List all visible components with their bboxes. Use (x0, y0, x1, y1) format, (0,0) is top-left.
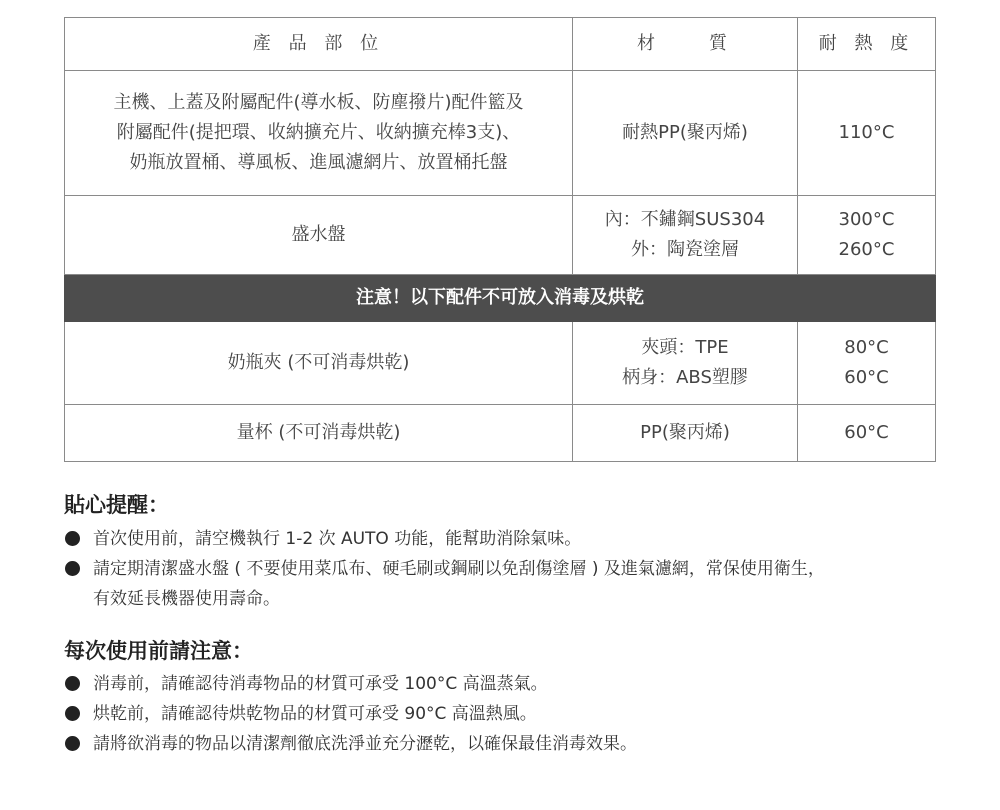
list-item (64, 524, 964, 554)
bullet-dot-icon (65, 561, 80, 576)
part-text: 主機、上蓋及附屬配件(導水板、防塵撥片)配件籃及 (113, 92, 524, 113)
list-item-text: 消毒前，請確認待消毒物品的材質可承受 100°C 高溫蒸氣。 (93, 674, 548, 694)
material-cell (573, 71, 798, 196)
heat-text: 60°C (844, 367, 889, 388)
tips-list (64, 524, 964, 614)
heat-text: 300°C (838, 209, 895, 230)
heat-text: 260°C (838, 239, 895, 260)
list-item (64, 699, 964, 729)
material-spec-table (64, 17, 936, 462)
list-item-continuation (64, 584, 964, 614)
material-text: PP(聚丙烯) (640, 422, 730, 443)
list-item (64, 729, 964, 759)
bullet-dot-icon (65, 736, 80, 751)
table-row (65, 322, 936, 405)
table-row (65, 405, 936, 462)
part-cell (65, 71, 573, 196)
table-header-row (65, 18, 936, 71)
heat-text: 80°C (844, 337, 889, 358)
notice-list (64, 669, 964, 759)
tips-heading: 貼心提醒： (64, 493, 169, 517)
bullet-dot-icon (65, 706, 80, 721)
part-cell (65, 405, 573, 462)
part-text: 附屬配件(提把環、收納擴充片、收納擴充棒3支)、 (116, 122, 521, 143)
table-row (65, 196, 936, 275)
heat-cell (798, 196, 936, 275)
heat-cell (798, 405, 936, 462)
material-text: 耐熱PP(聚丙烯) (622, 122, 748, 143)
part-text: 量杯 (不可消毒烘乾) (236, 422, 401, 443)
list-item-text: 請將欲消毒的物品以清潔劑徹底洗淨並充分瀝乾，以確保最佳消毒效果。 (93, 734, 637, 754)
list-item-text: 有效延長機器使用壽命。 (93, 589, 280, 609)
material-cell (573, 196, 798, 275)
list-item (64, 554, 964, 584)
header-material: 材 質 (573, 18, 798, 71)
list-item (64, 669, 964, 699)
list-item-text: 首次使用前，請空機執行 1-2 次 AUTO 功能，能幫助消除氣味。 (93, 529, 582, 549)
part-cell (65, 322, 573, 405)
material-text: 外：陶瓷塗層 (631, 239, 739, 260)
heat-text: 60°C (844, 422, 889, 443)
material-cell (573, 322, 798, 405)
table-row (65, 71, 936, 196)
list-item-text: 烘乾前，請確認待烘乾物品的材質可承受 90°C 高溫熱風。 (93, 704, 537, 724)
bullet-dot-icon (65, 676, 80, 691)
material-text: 夾頭：TPE (641, 337, 729, 358)
bullet-dot-icon (65, 531, 80, 546)
warning-band (65, 275, 936, 322)
heat-cell (798, 322, 936, 405)
part-text: 盛水盤 (291, 224, 346, 245)
list-item-text: 請定期清潔盛水盤 ( 不要使用菜瓜布、硬毛刷或鋼刷以免刮傷塗層 ) 及進氣濾網，常保使用衛生， (93, 559, 825, 579)
heat-cell (798, 71, 936, 196)
notice-heading: 每次使用前請注意： (64, 639, 253, 663)
heat-text: 110°C (838, 122, 895, 143)
material-cell (573, 405, 798, 462)
material-text: 內：不鏽鋼SUS304 (604, 209, 766, 230)
header-part: 產 品 部 位 (65, 18, 573, 71)
warning-text: 注意！以下配件不可放入消毒及烘乾 (65, 275, 936, 322)
part-text: 奶瓶放置桶、導風板、進風濾網片、放置桶托盤 (129, 152, 508, 173)
part-text: 奶瓶夾 (不可消毒烘乾) (227, 352, 410, 373)
part-cell (65, 196, 573, 275)
header-heat-resistance: 耐 熱 度 (798, 18, 936, 71)
material-text: 柄身：ABS塑膠 (622, 367, 748, 388)
